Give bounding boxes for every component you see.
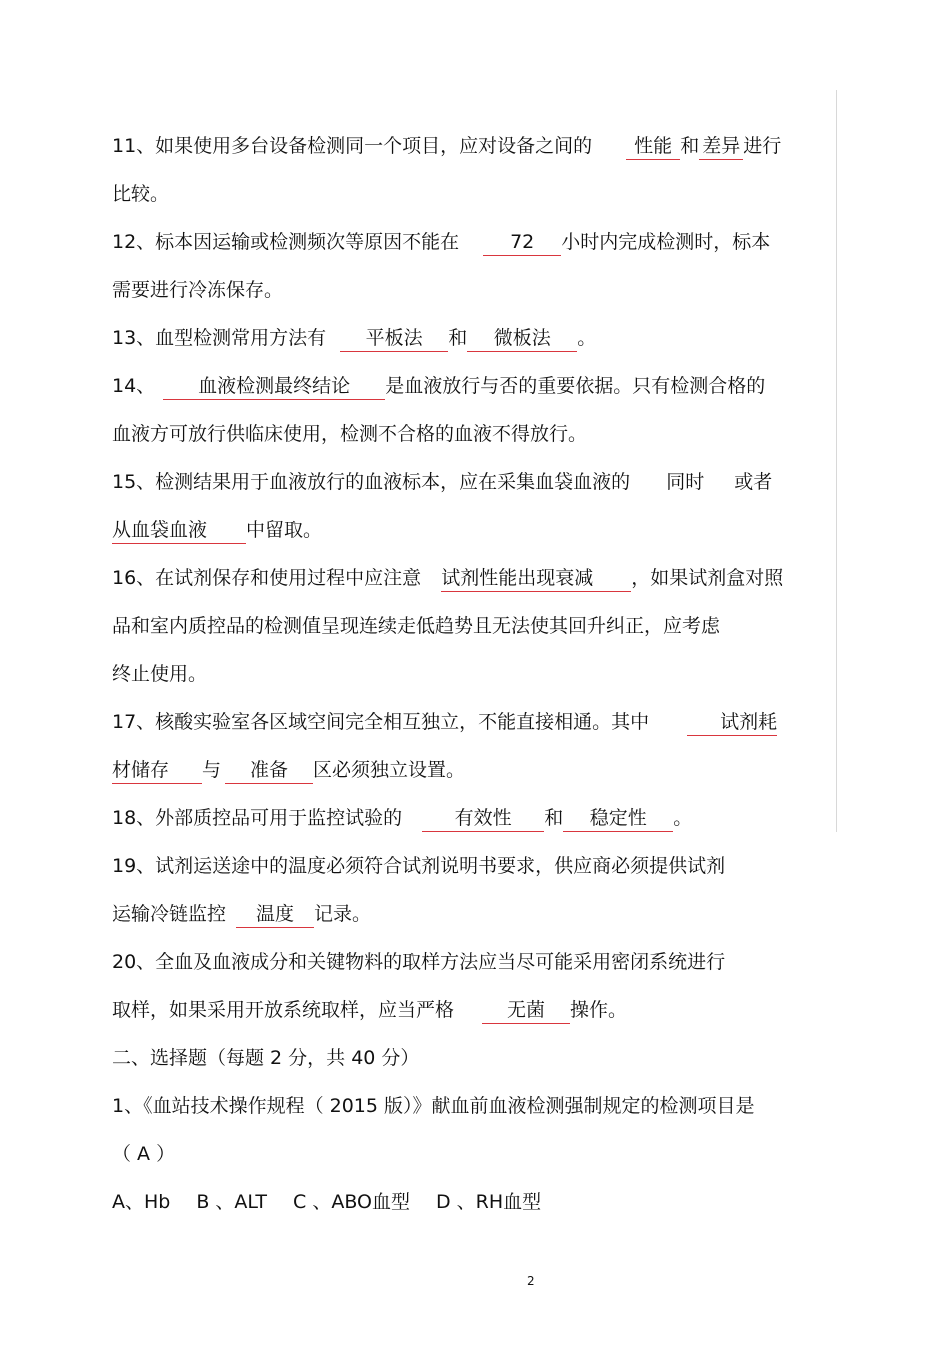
section-heading: 二、选择题（每题 2 分，共 40 分） xyxy=(112,1047,420,1069)
q15-line2: 从血袋血液 中留取。 xyxy=(112,514,322,546)
option-d: D 、RH血型 xyxy=(435,1191,542,1213)
q20-line2: 取样，如果采用开放系统取样，应当严格 无菌 操作。 xyxy=(112,994,627,1026)
option-a: A、Hb xyxy=(112,1191,171,1213)
q14-line1: 14、 血液检测最终结论 是血液放行与否的重要依据。只有检测合格的 xyxy=(112,370,765,402)
q19-line2: 运输冷链监控 温度 记录。 xyxy=(112,898,371,930)
mc1-options xyxy=(112,1186,541,1218)
q14-line2: 血液方可放行供临床使用，检测不合格的血液不得放行。 xyxy=(112,423,588,445)
q19-blank1: 温度 xyxy=(236,901,314,928)
q19-line1: 19、试剂运送途中的温度必须符合试剂说明书要求，供应商必须提供试剂 xyxy=(112,855,726,877)
page-number: 2 xyxy=(527,1274,535,1288)
q20-line1: 20、全血及血液成分和关键物料的取样方法应当尽可能采用密闭系统进行 xyxy=(112,951,726,973)
q16-line2: 品和室内质控品的检测值呈现连续走低趋势且无法使其回升纠正，应考虑 xyxy=(112,615,721,637)
q18-blank2: 稳定性 xyxy=(563,805,673,832)
q15-blank1: 同时 xyxy=(666,471,705,493)
q12-line1: 12、标本因运输或检测频次等原因不能在 72 小时内完成检测时，标本 xyxy=(112,226,770,258)
q14-blank1: 血液检测最终结论 xyxy=(163,373,385,400)
q11-line1: 11、如果使用多台设备检测同一个项目，应对设备之间的 性能 和 差异 进行 xyxy=(112,130,781,162)
mc1-answer: （ A ） xyxy=(112,1143,176,1165)
q17-blank1b: 材储存 xyxy=(112,757,202,784)
q11-blank1: 性能 xyxy=(626,133,680,160)
mc1-stem: 1、《血站技术操作规程（ 2015 版）》献血前血液检测强制规定的检测项目是 xyxy=(112,1095,755,1117)
q11-line2: 比较。 xyxy=(112,183,170,205)
option-b: B 、ALT xyxy=(196,1191,268,1213)
q17-blank1a: 试剂耗 xyxy=(687,709,777,736)
q12-line2: 需要进行冷冻保存。 xyxy=(112,279,284,301)
q18-blank1: 有效性 xyxy=(422,805,544,832)
q13-blank2: 微板法 xyxy=(467,325,577,352)
q13-blank1: 平板法 xyxy=(340,325,448,352)
q20-blank1: 无菌 xyxy=(482,997,570,1024)
q16-blank1: 试剂性能出现衰减 xyxy=(441,565,631,592)
q16-line1: 16、在试剂保存和使用过程中应注意 试剂性能出现衰减 ，如果试剂盒对照 xyxy=(112,562,783,594)
q17-line1: 17、核酸实验室各区域空间完全相互独立，不能直接相通。其中 试剂耗 xyxy=(112,706,777,738)
q18-line: 18、外部质控品可用于监控试验的 有效性 和 稳定性 。 xyxy=(112,802,692,834)
margin-rule xyxy=(836,90,837,832)
option-c: C 、ABO血型 xyxy=(293,1191,410,1213)
q17-blank2: 准备 xyxy=(225,757,313,784)
q13-line: 13、血型检测常用方法有 平板法 和 微板法 。 xyxy=(112,322,596,354)
q16-line3: 终止使用。 xyxy=(112,663,208,685)
q11-blank2: 差异 xyxy=(699,133,743,160)
q12-blank1: 72 xyxy=(483,229,561,256)
q15-blank2: 从血袋血液 xyxy=(112,517,246,544)
q17-line2: 材储存 与 准备 区必须独立设置。 xyxy=(112,754,465,786)
q15-line1: 15、检测结果用于血液放行的血液标本，应在采集血袋血液的 同时 或者 xyxy=(112,471,773,493)
